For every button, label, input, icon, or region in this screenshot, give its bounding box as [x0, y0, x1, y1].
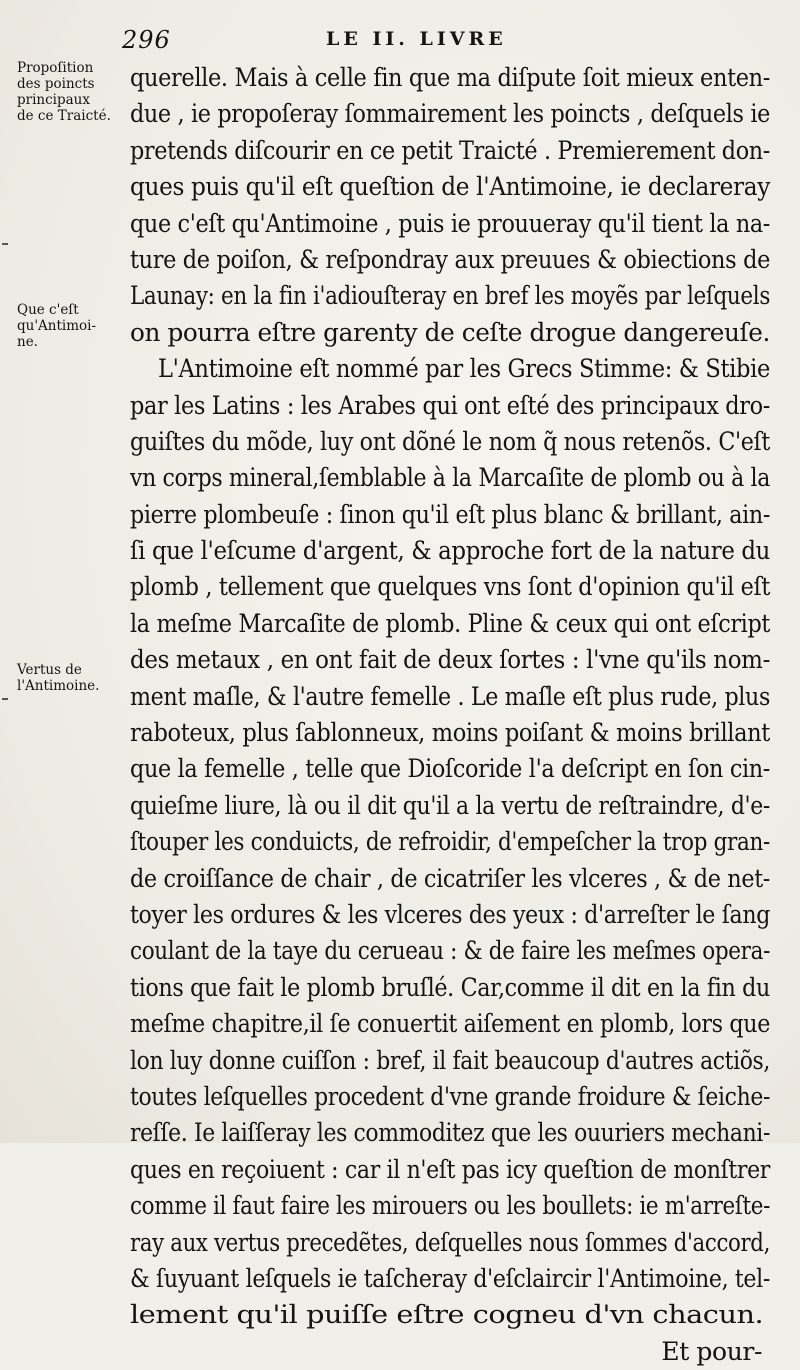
- margin-note-line: ne.: [17, 334, 38, 350]
- text-line: coulant de la taye du cerueau : & de faire les meſmes opera-: [130, 936, 770, 966]
- text-line: Launay: en la fin i'adiouſteray en bref les moyẽs par leſquels: [130, 281, 770, 311]
- margin-note-line: principaux: [17, 92, 90, 108]
- text-line: que c'eſt qu'Antimoine , puis ie prouueray qu'il tient la na-: [130, 208, 770, 238]
- margin-note-line: Propoſition: [17, 60, 94, 76]
- text-line: toutes leſquelles procedent d'vne grande froidure & ſeiche-: [130, 1081, 770, 1111]
- text-line: quieſme liure, là ou il dit qu'il a la vertu de reſtraindre, d'e-: [130, 790, 770, 820]
- page-number: 296: [122, 26, 171, 54]
- margin-note-virtues: [17, 662, 127, 694]
- text-line: plomb , tellement que quelques vns ſont d'opinion qu'il eſt: [130, 572, 770, 602]
- text-line: comme il faut faire les mirouers ou les boullets: ie m'arreſte-: [130, 1191, 770, 1221]
- text-line: querelle. Mais à celle fin que ma diſpute ſoit mieux enten-: [130, 63, 770, 92]
- text-line: ques puis qu'il eſt queſtion de l'Antimoine, ie declareray: [130, 172, 770, 202]
- text-line: ſtouper les conduicts, de refroidir, d'empeſcher la trop gran-: [130, 827, 770, 857]
- margin-note-line: l'Antimoine.: [17, 678, 100, 694]
- text-line: tions que fait le plomb bruſlé. Car,comme il dit en la fin du: [130, 972, 770, 1002]
- text-line: guiſtes du mõde, luy ont dõné le nom q̃ nous retenõs. C'eſt: [130, 426, 770, 456]
- text-line: ment maſle, & l'autre femelle . Le maſle eſt plus rude, plus: [130, 681, 770, 711]
- text-line: meſme chapitre,il ſe conuertit aiſement en plomb, lors que: [130, 1009, 770, 1039]
- edge-mark: [2, 243, 8, 245]
- paragraph-first-line: L'Antimoine eſt nommé par les Grecs Stimme: & Stibie: [158, 354, 770, 384]
- text-line: on pourra eſtre garenty de ceſte drogue dangereuſe.: [130, 317, 770, 347]
- text-line: ſi que l'eſcume d'argent, & approche fort de la nature du: [130, 536, 770, 566]
- text-line: toyer les ordures & les vlceres des yeux : d'arreſter le ſang: [130, 899, 770, 929]
- margin-note-line: Vertus de: [17, 662, 82, 678]
- text-line: par les Latins : les Arabes qui ont eſté des principaux dro-: [130, 390, 770, 420]
- catchword: Et pour-: [661, 1336, 762, 1366]
- text-line: des metaux , en ont fait de deux ſortes : l'vne qu'ils nom-: [130, 645, 770, 675]
- text-line: reſſe. Ie laiſſeray les commoditez que les ouuriers mechani-: [130, 1118, 770, 1148]
- edge-mark: [2, 698, 8, 700]
- text-line: que la femelle , telle que Dioſcoride l'a deſcript en ſon cin-: [130, 754, 770, 784]
- text-line: due , ie propoſeray ſommairement les poincts , deſquels ie: [130, 99, 770, 129]
- margin-note-proposition: [17, 60, 127, 124]
- text-line: de croiſſance de chair , de cicatriſer les vlceres , & de net-: [130, 863, 770, 893]
- text-line: pretends diſcourir en ce petit Traicté . Premierement don-: [130, 135, 770, 165]
- text-line: vn corps mineral,ſemblable à la Marcaſite de plomb ou à la: [130, 463, 770, 493]
- text-line: ray aux vertus precedẽtes, deſquelles nous ſommes d'accord,: [130, 1227, 770, 1257]
- text-line: & ſuyuant leſquels ie taſcheray d'eſclaircir l'Antimoine, tel-: [130, 1263, 770, 1293]
- margin-note-line: qu'Antimoi-: [17, 318, 97, 334]
- margin-note-line: Que c'eſt: [17, 302, 79, 318]
- text-line: lon luy donne cuiſſon : bref, il fait beaucoup d'autres actiõs,: [130, 1045, 770, 1075]
- text-line: la meſme Marcaſite de plomb. Pline & ceux qui ont eſcript: [130, 608, 770, 638]
- running-title: LE II. LIVRE: [326, 28, 507, 50]
- margin-note-definition: [17, 302, 127, 350]
- text-line: raboteux, plus ſablonneux, moins poiſant & moins brillant: [130, 718, 770, 748]
- text-line: pierre plombeuſe : ſinon qu'il eſt plus blanc & brillant, ain-: [130, 499, 770, 529]
- text-line: ques en reçoiuent : car il n'eſt pas icy queſtion de monſtrer: [130, 1154, 770, 1184]
- main-text-block: [130, 60, 770, 1370]
- text-line: ture de poiſon, & reſpondray aux preuues & obiections de: [130, 244, 770, 274]
- text-line: lement qu'il puiſſe eſtre cogneu d'vn chacun.: [130, 1300, 764, 1330]
- margin-note-line: des poincts: [17, 76, 95, 92]
- margin-note-line: de ce Traicté.: [17, 108, 111, 124]
